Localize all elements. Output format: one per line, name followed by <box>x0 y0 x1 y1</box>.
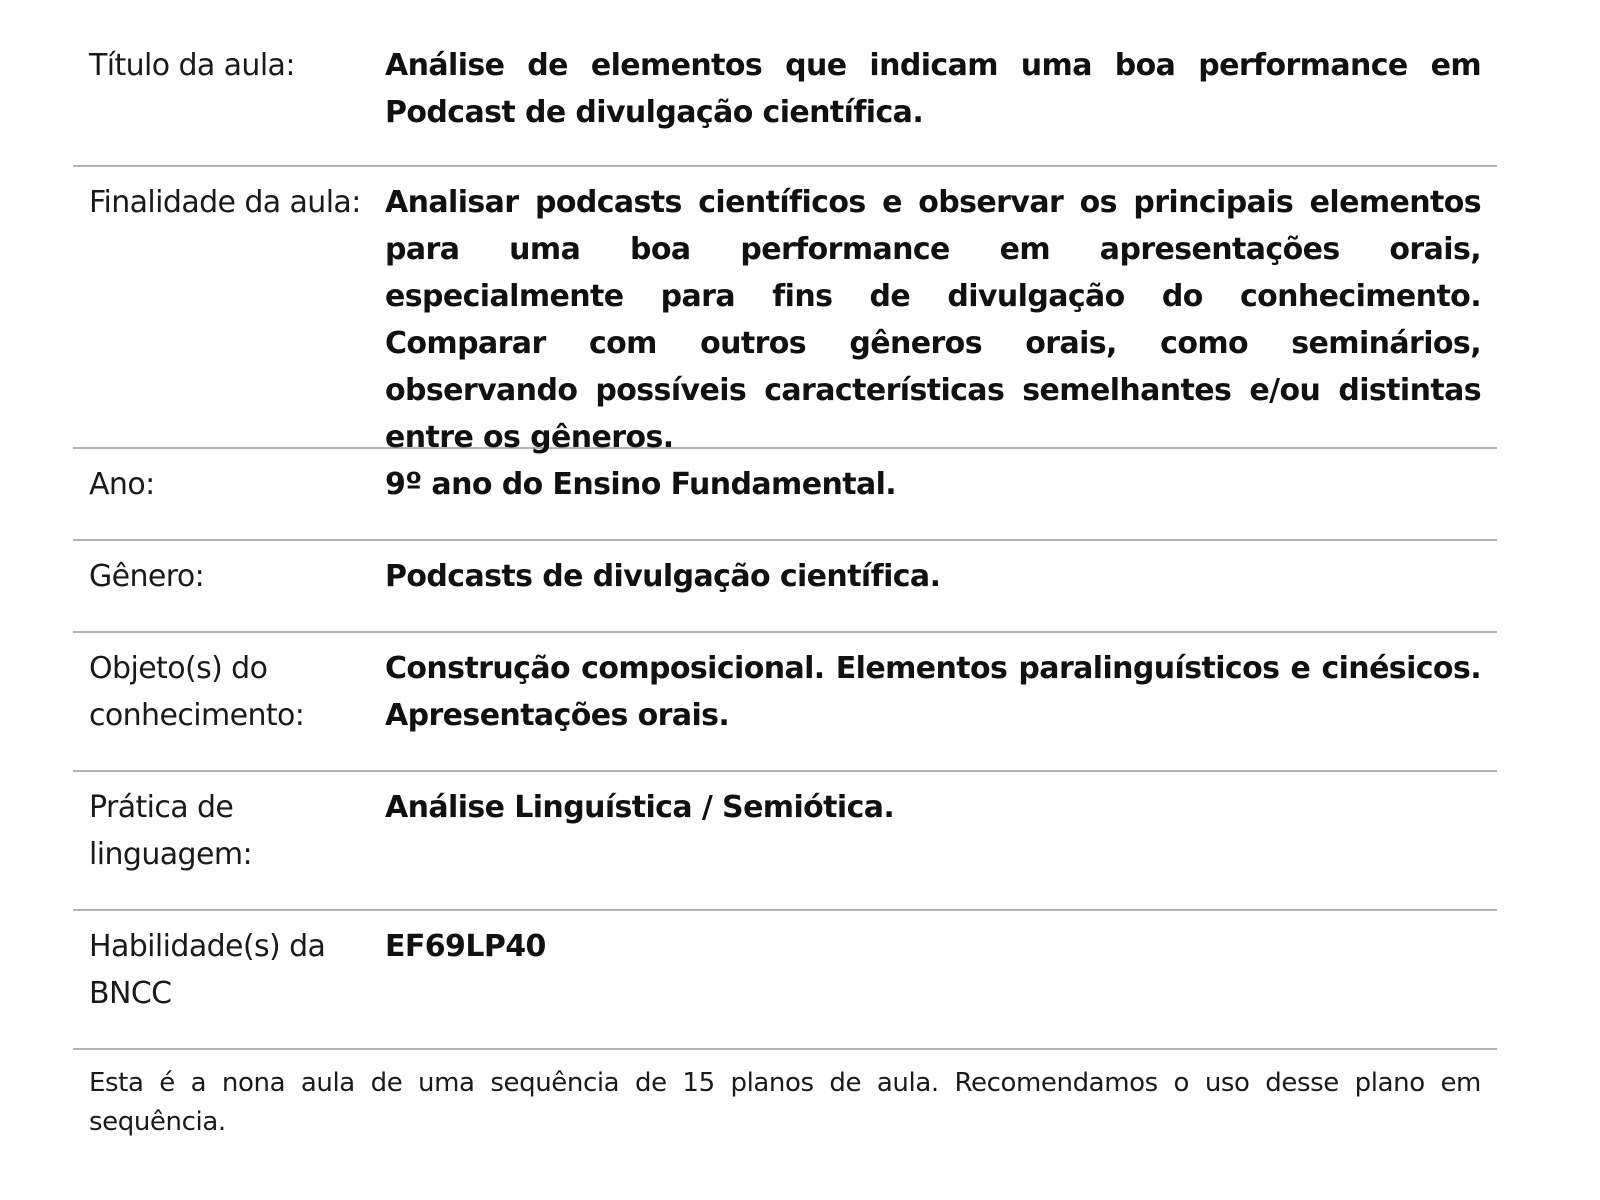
row-genre <box>73 541 1497 633</box>
row-label: Título da aula: <box>89 48 295 83</box>
row-value: Análise de elementos que indicam uma boa performance em Podcast de divulgação científica. <box>385 48 1481 130</box>
row-label: Finalidade da aula: <box>89 185 361 220</box>
row-knowledge-objects <box>73 633 1497 772</box>
row-value: Construção composicional. Elementos paralinguísticos e cinésicos. Apresentações orais. <box>385 651 1481 733</box>
row-lesson-purpose <box>73 167 1497 455</box>
row-label: Gênero: <box>89 559 205 594</box>
row-value: 9º ano do Ensino Fundamental. <box>385 467 897 502</box>
row-value: EF69LP40 <box>385 929 546 964</box>
row-label: Ano: <box>89 467 155 502</box>
row-lesson-title <box>73 30 1497 167</box>
sequence-note: Esta é a nona aula de uma sequência de 15 planos de aula. Recomendamos o uso desse plano em sequência. <box>89 1068 1481 1137</box>
row-label: Prática de linguagem: <box>89 790 252 872</box>
row-label: Habilidade(s) da BNCC <box>89 929 326 1011</box>
row-language-practice <box>73 772 1497 911</box>
row-value: Analisar podcasts científicos e observar os principais elementos para uma boa performance em apresentações orais, especialmente para fins de divulgação do conhecimento. Comparar com outros gêneros orais, como seminários, observando possíveis características semelhantes e/ou distintas entre os gêneros. <box>385 185 1481 455</box>
row-bncc-skills <box>73 911 1497 1050</box>
row-value: Análise Linguística / Semiótica. <box>385 790 895 825</box>
row-label: Objeto(s) do conhecimento: <box>89 651 305 733</box>
lesson-plan-table <box>73 30 1497 1142</box>
row-value: Podcasts de divulgação científica. <box>385 559 941 594</box>
row-school-year <box>73 449 1497 541</box>
